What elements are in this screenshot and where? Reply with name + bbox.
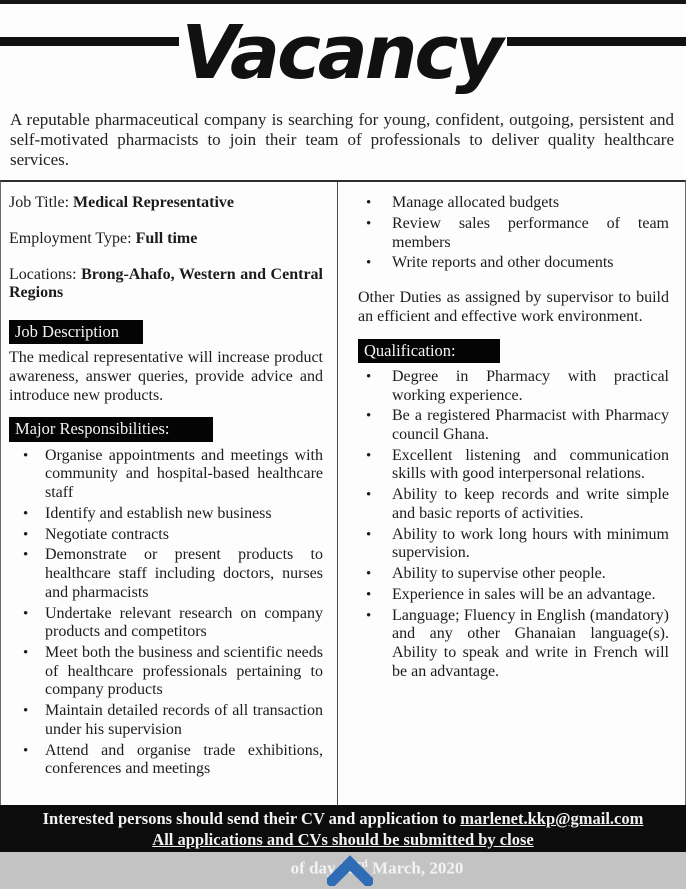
bullet-icon: • — [366, 566, 372, 582]
list-item: • Organise appointments and meetings with community and hospital-based healthcare staff — [23, 446, 323, 502]
bullet-icon: • — [23, 547, 29, 564]
closing-date-month-year: March, 2020 — [367, 858, 464, 878]
job-description-header: Job Description — [9, 320, 143, 344]
bullet-icon: • — [23, 703, 29, 720]
list-item: • Language; Fluency in English (mandatory) and any other Ghanaian language(s). Ability to speak and write in French will be an advantage. — [366, 606, 669, 680]
list-item: • Maintain detailed records of all transaction under his supervision — [23, 702, 323, 738]
title-row — [0, 4, 686, 106]
closing-date-ordinal: rd — [356, 858, 368, 870]
other-duties-text: Other Duties as assigned by supervisor to build an efficient and effective work environment. — [358, 289, 669, 325]
bullet-icon: • — [366, 487, 372, 504]
bullet-icon: • — [366, 195, 372, 212]
bullet-icon: • — [23, 605, 29, 622]
major-responsibilities-header: Major Responsibilities: — [9, 417, 213, 441]
list-item: • Undertake relevant research on company products and competitors — [23, 604, 323, 641]
list-item: • Excellent listening and communication skills with good interpersonal relations. — [366, 446, 669, 483]
list-item: • Be a registered Pharmacist with Pharmacy council Ghana. — [366, 407, 669, 443]
intro-paragraph: A reputable pharmaceutical company is searching for young, confident, outgoing, persistent and self-motivated pharmacists to join their team of professionals to deliver quality healthcare services. — [10, 110, 674, 170]
bullet-icon: • — [366, 215, 372, 232]
list-item: • Identify and establish new business — [23, 504, 272, 522]
job-description-text: The medical representative will increase product awareness, answer queries, provide advice and introduce new products. — [9, 349, 323, 404]
chevron-up-icon[interactable] — [327, 855, 373, 886]
title-dash-right — [507, 37, 686, 46]
footer-line1 — [0, 809, 686, 830]
page-title: Vacancy — [181, 10, 501, 96]
content-columns — [0, 180, 686, 826]
locations-label: Locations: — [9, 265, 82, 283]
list-item: • Review sales performance of team members — [366, 214, 669, 251]
employment-type-value: Full time — [135, 229, 198, 247]
employment-type-label: Employment Type: — [9, 229, 136, 247]
footer-bar — [0, 805, 686, 852]
bullet-icon: • — [366, 526, 372, 543]
bullet-icon: • — [23, 447, 29, 464]
bullet-icon: • — [23, 526, 29, 543]
locations-row — [9, 266, 323, 303]
email-link[interactable]: marlenet.kkp@gmail.com — [460, 809, 644, 828]
title-dash-left — [0, 37, 179, 46]
list-item: • Write reports and other documents — [366, 254, 614, 272]
list-item: • Manage allocated budgets — [366, 194, 560, 212]
bullet-icon: • — [23, 742, 29, 759]
right-column — [337, 182, 685, 826]
list-item: • Experience in sales will be an advantage. — [366, 585, 656, 603]
bottom-strip — [0, 852, 686, 889]
bullet-icon: • — [366, 255, 372, 272]
bullet-icon: • — [23, 645, 29, 662]
qualification-header: Qualification: — [358, 339, 500, 363]
closing-date-day: of day 23 — [290, 858, 357, 878]
list-item: • Meet both the business and scientific needs of healthcare professionals pertaining to company products — [23, 644, 323, 699]
bullet-icon: • — [23, 505, 29, 522]
list-item: • Demonstrate or present products to healthcare staff including doctors, nurses and pharmacists — [23, 546, 323, 601]
list-item: • Ability to keep records and write simple and basic reports of activities. — [366, 486, 669, 522]
locations-value: Brong-Ahafo, Western and Central Regions — [9, 265, 323, 302]
bullet-icon: • — [366, 368, 372, 385]
list-item: • Degree in Pharmacy with practical working experience. — [366, 367, 669, 404]
job-title-value: Medical Representative — [73, 194, 235, 212]
left-column — [1, 182, 337, 826]
responsibilities-continued-list — [358, 194, 669, 273]
bullet-icon: • — [366, 408, 372, 425]
footer-line1-text: Interested persons should send their CV and application to — [42, 809, 461, 828]
qualifications-list — [358, 368, 669, 682]
bullet-icon: • — [366, 586, 372, 603]
list-item: • Negotiate contracts — [23, 525, 169, 543]
list-item: • Attend and organise trade exhibitions, conferences and meetings — [23, 741, 323, 778]
job-title-label: Job Title: — [9, 194, 74, 212]
bullet-icon: • — [366, 447, 372, 464]
responsibilities-list — [9, 447, 323, 779]
footer-line2: All applications and CVs should be submitted by close — [152, 829, 534, 849]
list-item: • Ability to work long hours with minimum supervision. — [366, 525, 669, 562]
employment-type-row — [9, 230, 323, 249]
job-title-row — [9, 194, 323, 213]
bullet-icon: • — [366, 607, 372, 624]
list-item: • Ability to supervise other people. — [366, 565, 606, 582]
